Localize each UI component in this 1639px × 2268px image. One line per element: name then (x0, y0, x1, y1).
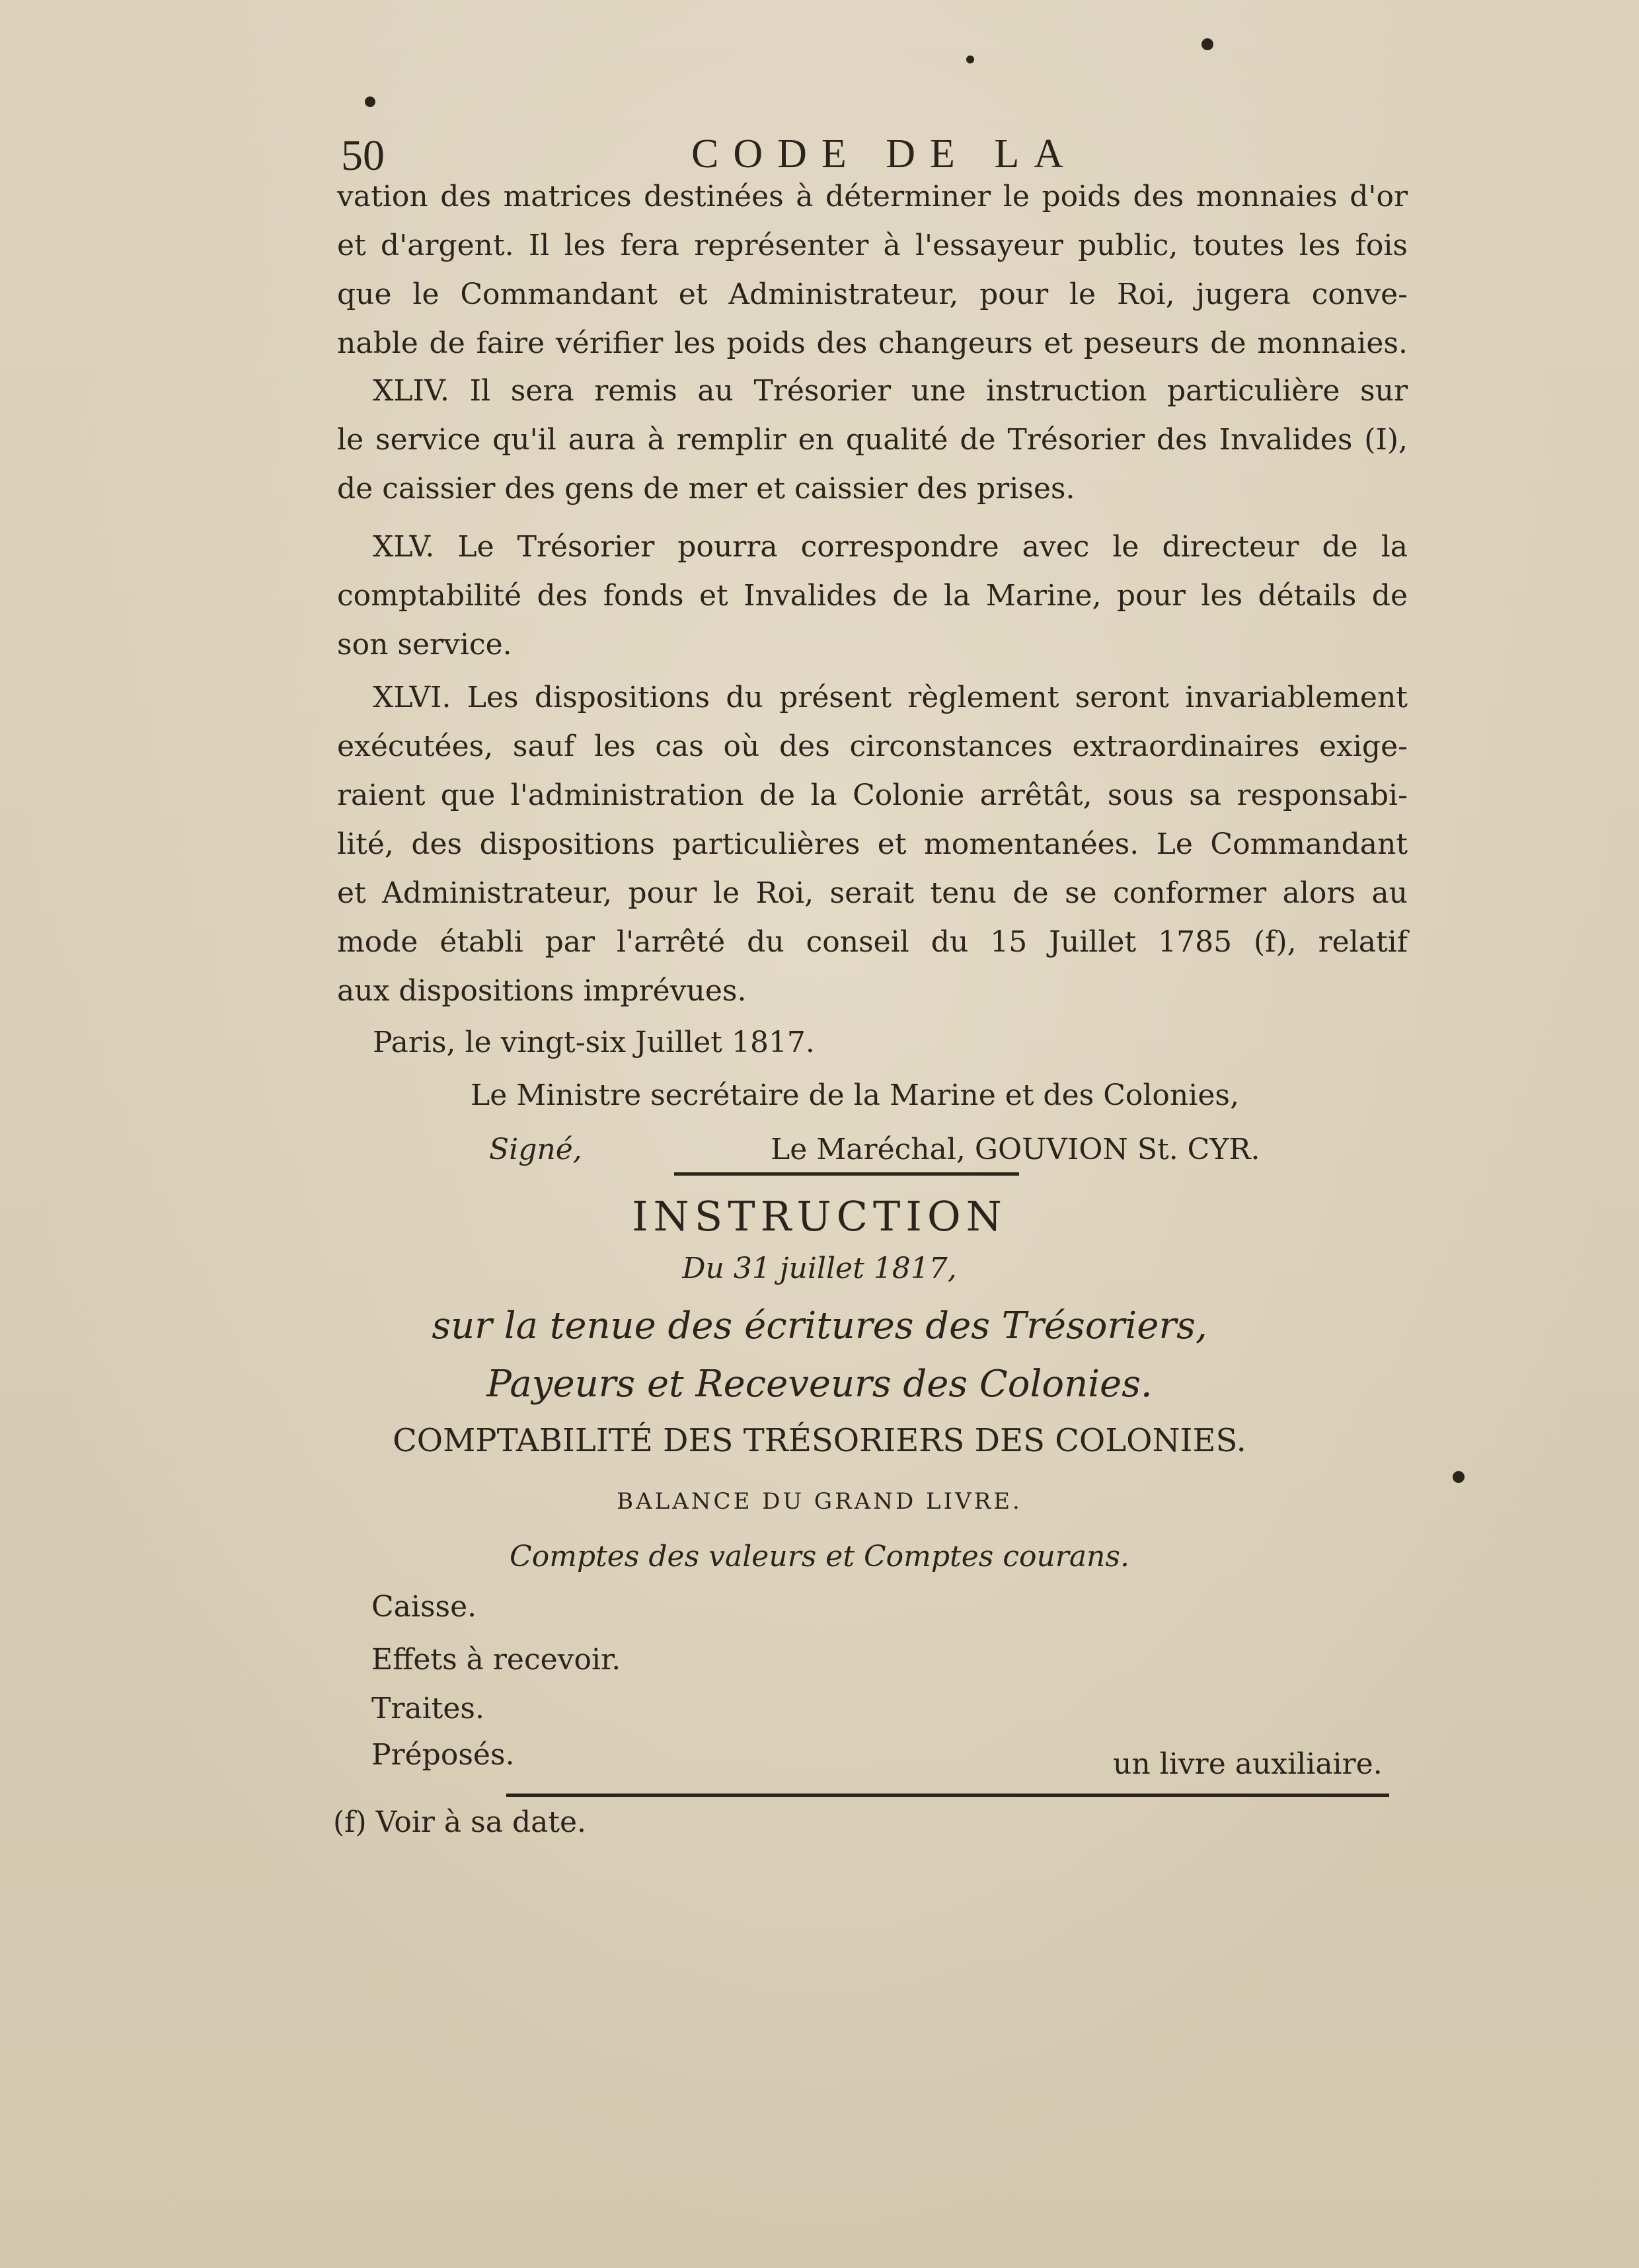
divider-short (674, 1172, 1019, 1176)
body-line: nable de faire vérifier les poids des changeurs et peseurs de monnaies. (337, 326, 1408, 360)
body-line: XLVI. Les dispositions du présent règlement seront invariablement (373, 681, 1408, 714)
body-line: vation des matrices destinées à déterminer le poids des monnaies d'or (337, 180, 1408, 213)
subsection-heading: BALANCE DU GRAND LIVRE. (617, 1488, 1022, 1515)
ink-speck (1453, 1471, 1465, 1483)
signature: Le Maréchal, GOUVION St. CYR. (771, 1133, 1260, 1166)
footnote-rule (506, 1794, 1389, 1797)
account-item: Caisse. (371, 1590, 477, 1624)
account-item: Effets à recevoir. (371, 1643, 621, 1677)
section-heading: COMPTABILITÉ DES TRÉSORIERS DES COLONIES. (393, 1422, 1246, 1459)
instruction-subtitle: Payeurs et Receveurs des Colonies. (486, 1363, 1153, 1406)
place-date: Paris, le vingt-six Juillet 1817. (373, 1026, 815, 1059)
body-line: mode établi par l'arrêté du conseil du 15 Juillet 1785 (f), relatif (337, 925, 1408, 959)
body-line: que le Commandant et Administrateur, pour le Roi, jugera conve- (337, 278, 1408, 311)
instruction-title: INSTRUCTION (632, 1192, 1007, 1240)
body-line: le service qu'il aura à remplir en qualité de Trésorier des Invalides (I), (337, 423, 1408, 457)
signed-label: Signé, (489, 1133, 582, 1166)
body-line: son service. (337, 628, 512, 662)
instruction-subtitle: sur la tenue des écritures des Trésoriers, (432, 1304, 1207, 1347)
body-line: aux dispositions imprévues. (337, 974, 747, 1008)
account-item: Préposés. (371, 1738, 515, 1772)
body-line: exécutées, sauf les cas où des circonstances extraordinaires exige- (337, 730, 1408, 763)
ink-speck (1201, 38, 1213, 50)
body-line: de caissier des gens de mer et caissier des prises. (337, 472, 1075, 506)
body-line: XLIV. Il sera remis au Trésorier une instruction particulière sur (373, 374, 1408, 408)
body-line: XLV. Le Trésorier pourra correspondre avec le directeur de la (373, 530, 1408, 564)
ink-speck (365, 96, 375, 107)
instruction-date: Du 31 juillet 1817, (682, 1252, 957, 1285)
body-line: raient que l'administration de la Colonie arrêtât, sous sa responsabi- (337, 778, 1408, 812)
page-number: 50 (341, 132, 385, 180)
ink-speck (966, 56, 974, 63)
account-item: Traites. (371, 1692, 484, 1725)
accounts-note: un livre auxiliaire. (1113, 1747, 1383, 1781)
body-line: et d'argent. Il les fera représenter à l'essayeur public, toutes les fois (337, 229, 1408, 262)
body-line: et Administrateur, pour le Roi, serait tenu de se conformer alors au (337, 876, 1408, 910)
accounts-heading: Comptes des valeurs et Comptes courans. (510, 1540, 1129, 1573)
running-title: CODE DE LA (691, 132, 1079, 176)
footnote: (f) Voir à sa date. (333, 1805, 587, 1839)
body-line: comptabilité des fonds et Invalides de la Marine, pour les détails de (337, 579, 1408, 613)
minister-line: Le Ministre secrétaire de la Marine et des Colonies, (471, 1078, 1239, 1112)
body-line: lité, des dispositions particulières et momentanées. Le Commandant (337, 827, 1408, 861)
